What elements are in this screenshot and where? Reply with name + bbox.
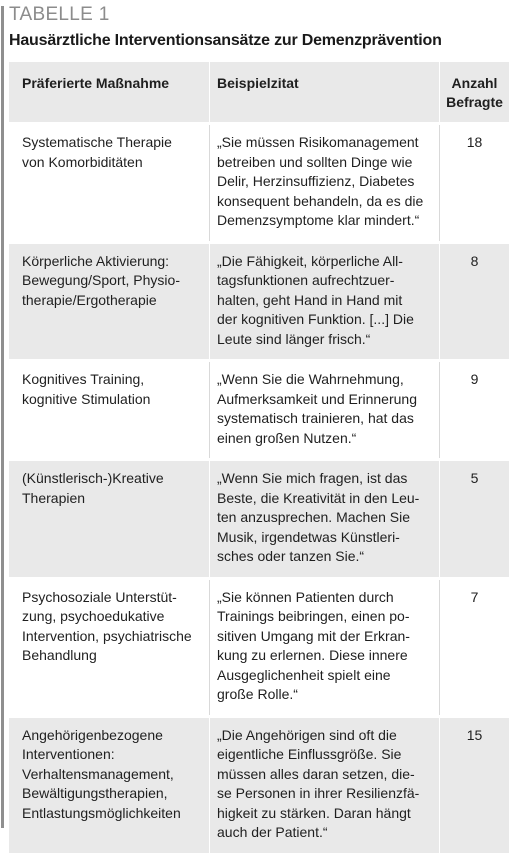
measure-line: Entlastungsmöglichkeiten (22, 804, 181, 821)
measure-line: Interventionen: (22, 746, 115, 762)
quote-line: Leute sind länger frisch.“ (217, 330, 371, 347)
quote-cell (209, 362, 439, 458)
measure-line: von Komorbiditäten (22, 153, 143, 170)
count-cell: 9 (439, 362, 509, 458)
quote-line: Ausgeglichenheit spielt eine (217, 666, 391, 683)
measure-line: Verhaltensmanagement, (22, 765, 174, 782)
quote-line: higkeit zu stärken. Daran hängt (217, 804, 411, 821)
quote-line: der kognitiven Funktion. [...] Die (217, 311, 414, 327)
quote-line: systematisch trainieren, hat das (217, 410, 414, 426)
left-accent-rule (1, 6, 4, 828)
header-count-line1: Anzahl (451, 75, 498, 91)
quote-line: betreiben und sollten Dinge wie (217, 153, 413, 170)
measure-cell (9, 125, 209, 241)
table-row (9, 718, 509, 853)
count-cell: 15 (439, 718, 509, 853)
quote-line: „Die Fähigkeit, körperliche All- (217, 252, 403, 269)
quote-cell (209, 461, 439, 577)
measure-line: Kognitives Training, (22, 371, 145, 387)
measure-cell (9, 244, 209, 360)
measure-line: Therapien (22, 489, 86, 506)
measure-line: kognitive Stimulation (22, 390, 151, 407)
quote-line: Musik, irgendetwas Künstleri- (217, 528, 400, 545)
quote-line: große Rolle.“ (217, 686, 298, 702)
measure-cell (9, 718, 209, 853)
table-header-row (9, 62, 509, 122)
quote-line: konsequent behandeln, da es die (217, 192, 424, 209)
data-table (9, 62, 509, 853)
quote-line: Trainings beibringen, einen po- (217, 608, 410, 624)
quote-line: Aufmerksamkeit und Erinnerung (217, 390, 417, 407)
quote-cell (209, 244, 439, 360)
quote-line: eigentliche Einflussgröße. Sie (217, 746, 402, 762)
quote-line: Beste, die Kreativität in den Leu- (217, 489, 420, 506)
table-row (9, 125, 509, 241)
measure-cell (9, 580, 209, 715)
quote-line: se Personen in ihrer Resilienzfä- (217, 785, 420, 801)
table-row (9, 362, 509, 458)
quote-line: ten anzusprechen. Machen Sie (217, 509, 411, 525)
quote-line: „Die Angehörigen sind oft die (217, 726, 397, 743)
header-count (439, 62, 509, 122)
count-cell: 18 (439, 125, 509, 241)
quote-line: kung zu erlernen. Diese innere (217, 647, 408, 663)
quote-line: „Sie müssen Risikomanagement (217, 134, 419, 150)
measure-cell (9, 362, 209, 458)
header-count-line2: Befragte (446, 94, 503, 110)
measure-line: Angehörigenbezogene (22, 726, 163, 743)
quote-cell (209, 125, 439, 241)
table-label: TABELLE 1 (9, 4, 110, 25)
quote-cell (209, 580, 439, 715)
header-quote: Beispielzitat (209, 62, 439, 122)
quote-line: müssen alles daran setzen, die- (217, 765, 415, 782)
measure-line: Systematische Therapie (22, 134, 172, 150)
measure-line: therapie/Ergotherapie (22, 291, 157, 308)
quote-line: auch der Patient.“ (217, 824, 328, 840)
measure-line: Bewältigungstherapien, (22, 785, 168, 801)
quote-line: „Sie können Patienten durch (217, 588, 394, 605)
count-cell: 7 (439, 580, 509, 715)
measure-line: Bewegung/Sport, Physio- (22, 272, 180, 288)
count-cell: 8 (439, 244, 509, 360)
measure-line: Psychosoziale Unterstüt- (22, 588, 177, 605)
quote-line: halten, geht Hand in Hand mit (217, 291, 403, 308)
measure-line: Intervention, psychiatrische (22, 627, 192, 644)
measure-line: Körperliche Aktivierung: (22, 252, 170, 269)
quote-line: sches oder tanzen Sie.“ (217, 548, 365, 564)
quote-line: tagsfunktionen aufrechtzuer- (217, 272, 395, 288)
quote-line: „Wenn Sie die Wahrnehmung, (217, 371, 404, 387)
measure-line: Behandlung (22, 647, 97, 663)
measure-line: zung, psychoedukative (22, 608, 165, 624)
quote-line: Demenzsymptome klar mindert.“ (217, 212, 420, 228)
quote-line: sitiven Umgang mit der Erkran- (217, 627, 410, 644)
quote-line: einen großen Nutzen.“ (217, 429, 357, 446)
table-title: Hausärztliche Interventionsansätze zur Demenzprävention (9, 32, 442, 49)
quote-line: Delir, Herzinsuffizienz, Diabetes (217, 173, 415, 189)
measure-line: (Künstlerisch-)Kreative (22, 470, 164, 486)
table-row (9, 461, 509, 577)
measure-cell (9, 461, 209, 577)
table-body (9, 122, 509, 853)
header-measure: Präferierte Maßnahme (22, 75, 170, 91)
table-row (9, 580, 509, 715)
quote-cell (209, 718, 439, 853)
table-row (9, 244, 509, 360)
count-cell: 5 (439, 461, 509, 577)
quote-line: „Wenn Sie mich fragen, ist das (217, 470, 408, 486)
